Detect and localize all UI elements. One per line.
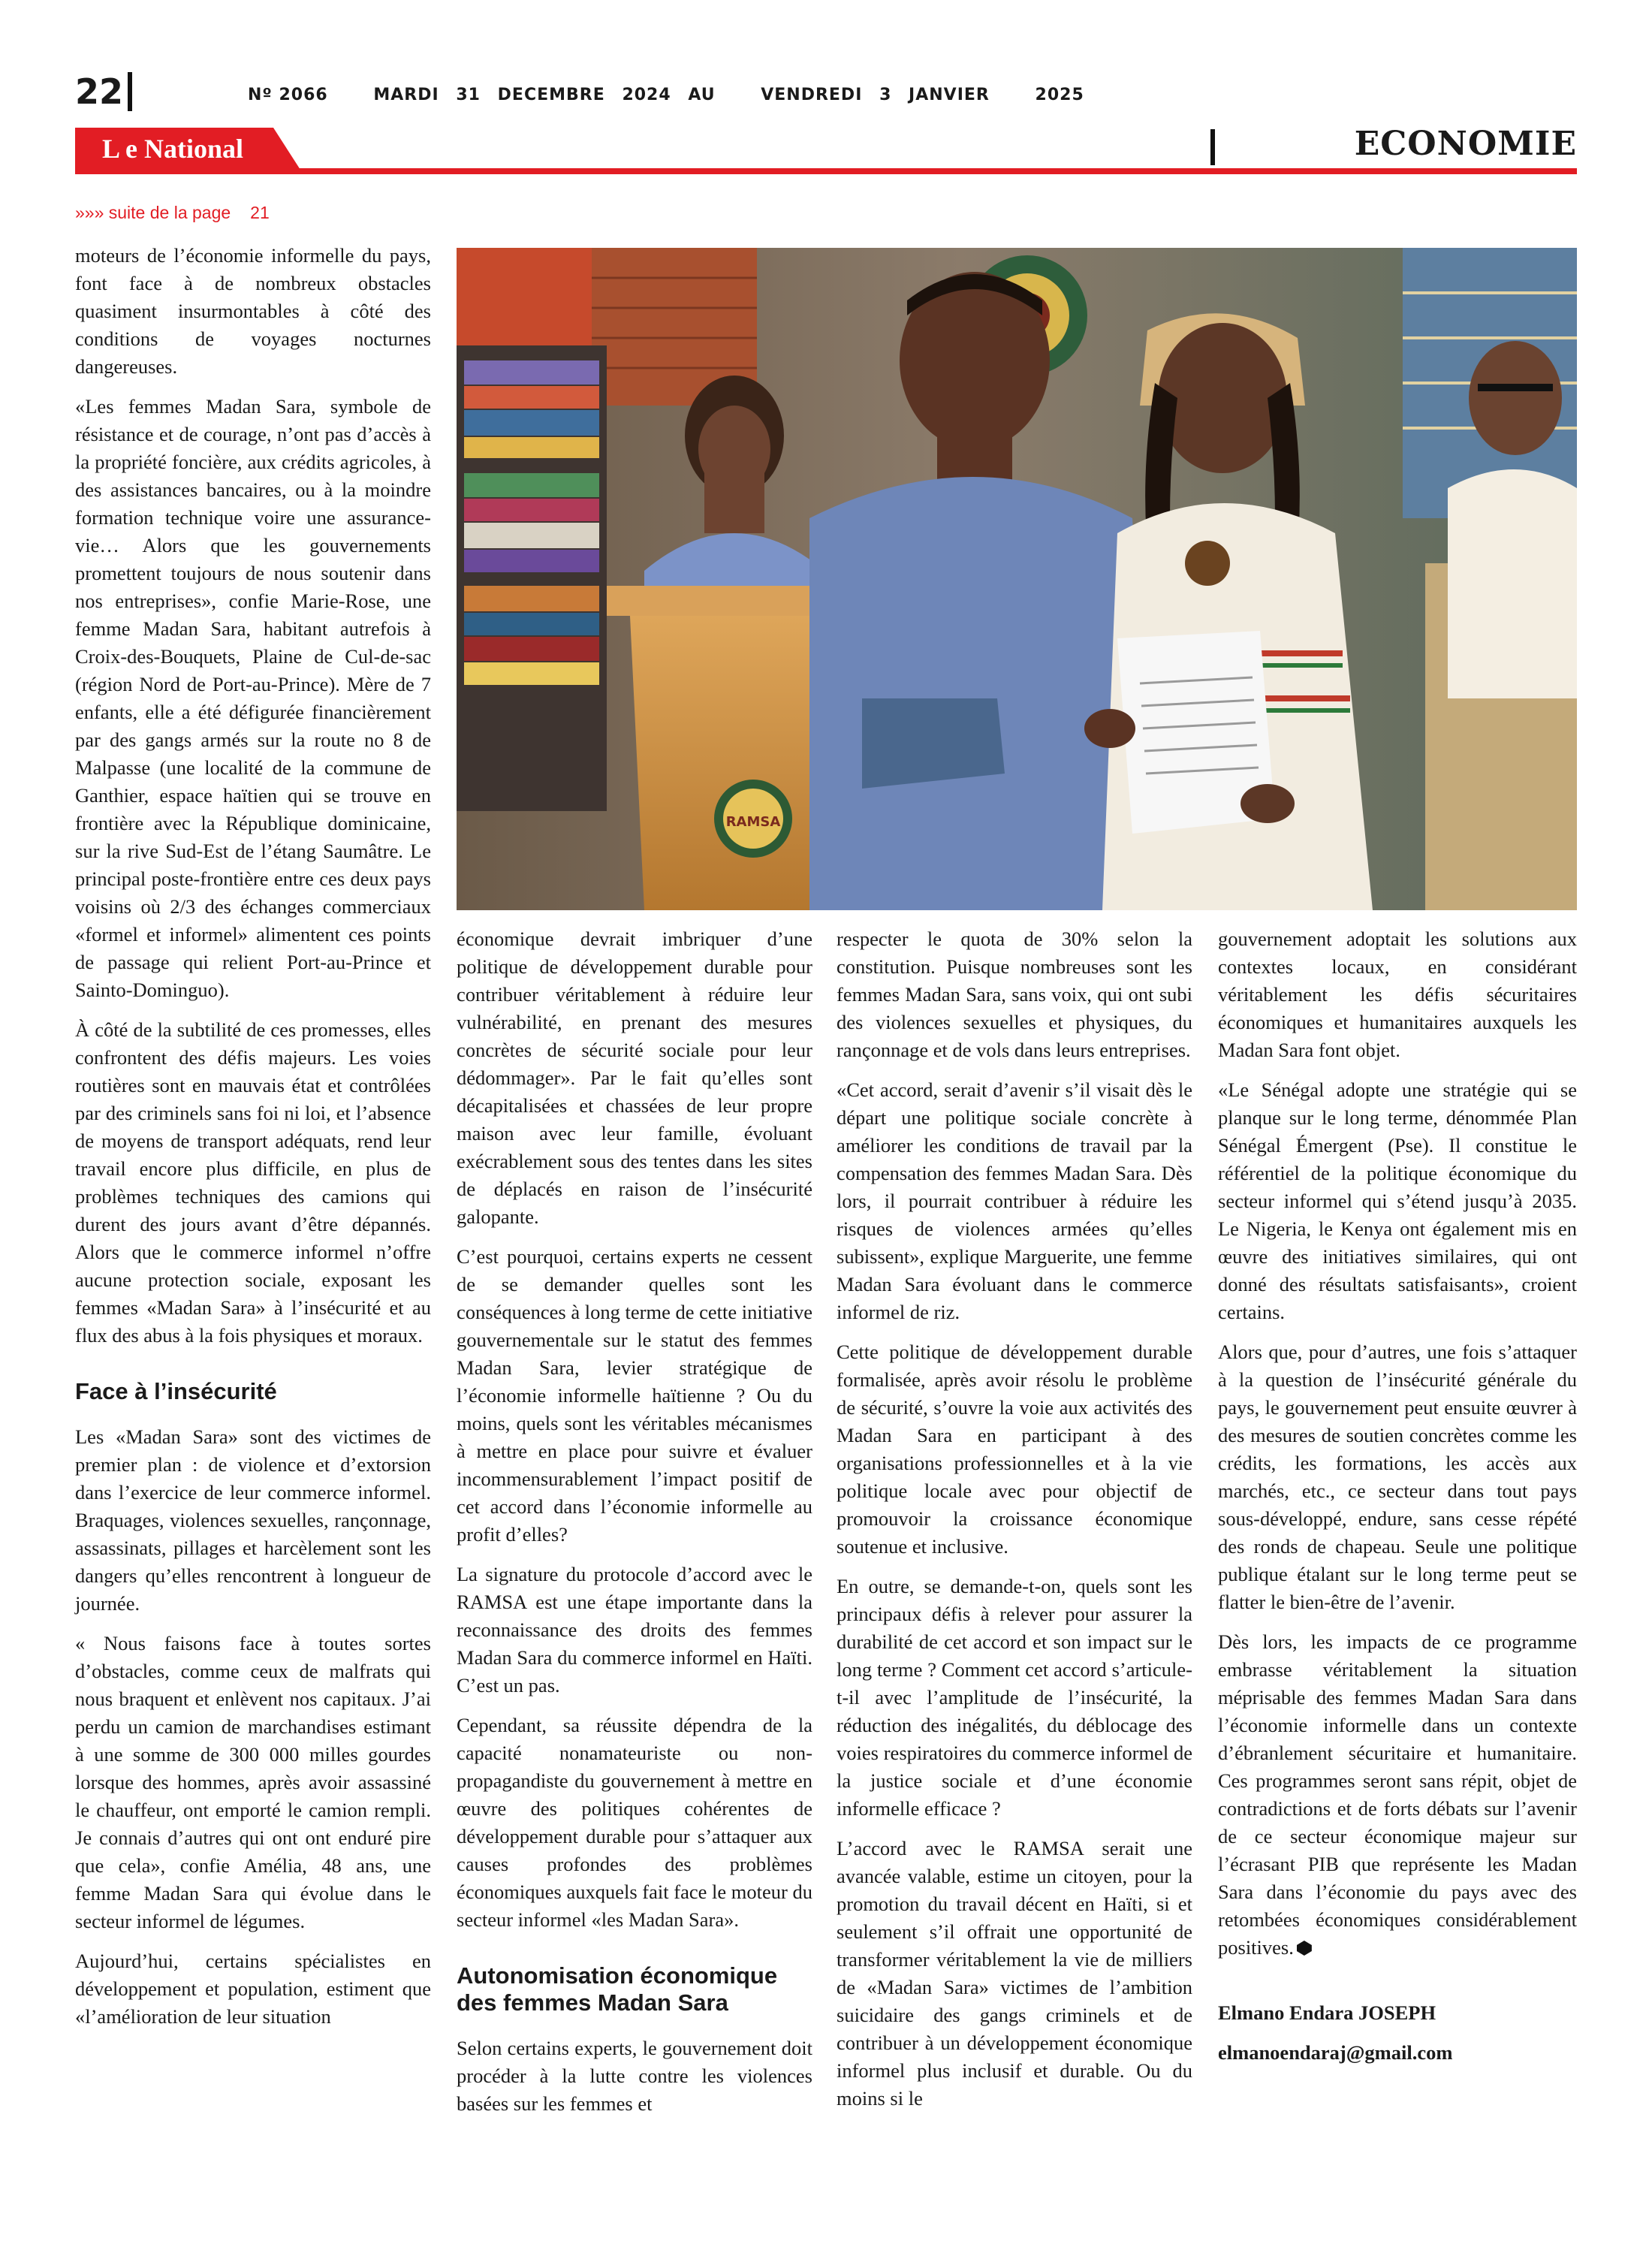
author-email[interactable]: elmanoendaraj@gmail.com [1218, 2041, 1453, 2064]
paragraph: «Cet accord, serait d’avenir s’il visait dès le départ une politique sociale concrète à améliorer les conditions de travail par la compensation des femmes Madan Sara. Dès lors, il pourrait contribuer à réduire les risques de violences armées qu’elles subissent», explique Marguerite, une femme Madan Sara évoluant dans le commerce informel de riz. [837, 1078, 1192, 1323]
article-column-2 [457, 925, 812, 2130]
paragraph: respecter le quota de 30% selon la constitution. Puisque nombreuses sont les femmes Madan Sara, sans voix, qui ont subi des violences sexuelles et physiques, du rançonnage et de vols dans leurs entreprises. [837, 927, 1192, 1061]
paragraph: Aujourd’hui, certains spécialistes en développement et population, estiment que «l’amélioration de leur situation [75, 1950, 431, 2028]
paragraph: Alors que, pour d’autres, une fois s’attaquer à la question de l’insécurité générale du pays, le gouvernement peut ensuite œuvrer à des mesures de soutien concrètes comme les crédits, les formations, les accès aux marchés, etc., ce secteur dans tout pays sous-développé, endure, sans cesse répété des ronds de chapeau. Seule une politique publique étalant sur le long terme peut se flatter le bien-être de l’avenir. [1218, 1341, 1577, 1613]
date-word: 2025 [1035, 86, 1084, 104]
date-word: 3 [879, 86, 892, 104]
issue-date-line [248, 86, 1095, 104]
paragraph: gouvernement adoptait les solutions aux contextes locaux, en considérant véritablement les défis sécuritaires économiques et humanitaires auxquels les Madan Sara font objet. [1218, 927, 1577, 1061]
paragraph: économique devrait imbriquer d’une politique de développement durable pour contribuer véritablement à réduire leur vulnérabilité, en prenant des mesures concrètes de sécurité sociale pour leur dédommager». Par le fait qu’elles sont décapitalisées et chassées de leur propre maison avec leur famille, évoluant exécrablement sous des tentes dans les sites de déplacés en raison de l’insécurité galopante. [457, 927, 812, 1228]
paragraph: Les «Madan Sara» sont des victimes de premier plan : de violence et d’extorsion dans l’exercice de leur commerce informel. Braquages, violences sexuelles, rançonnage, assassinats, pillages et harcèlement sont les dangers qu’elles rencontrent à longueur de journée. [75, 1425, 431, 1615]
date-word: JANVIER [909, 86, 990, 104]
article-column-3 [837, 925, 1192, 2125]
paragraph: L’accord avec le RAMSA serait une avancée valable, estime un citoyen, pour la promotion du travail décent en Haïti, si et seulement s’il offrait une opportunité de transformer véritablement la vie de milliers de «Madan Sara» victimes de l’ambition suicidaire des gangs criminels et de contribuer à un développement économique informel plus inclusif et durable. Ou du moins si le [837, 1837, 1192, 2110]
header-rule [75, 168, 1577, 174]
paragraph: « Nous faisons face à toutes sortes d’obstacles, comme ceux de malfrats qui nous braquent et enlèvent nos capitaux. J’ai perdu un camion de marchandises estimant à une somme de 300 000 milles gourdes lorsque des hommes, après avoir assassiné le chauffeur, ont emporté le camion rempli. Je connais d’autres qui ont ont enduré pire que cela», confie Amélia, 48 ans, une femme Madan Sara qui évolue dans le secteur informel de légumes. [75, 1632, 431, 1932]
section-heading: Autonomisation économique des femmes Madan Sara [457, 1962, 778, 2016]
date-word: VENDREDI [761, 86, 863, 104]
paragraph: Cependant, sa réussite dépendra de la capacité nonamateuriste ou non-propagandiste du gouvernement à mettre en œuvre des politiques cohérentes de développement durable pour s’attaquer aux causes profondes des problèmes économiques auxquels fait face le moteur du secteur informel «les Madan Sara». [457, 1714, 812, 1931]
paragraph: Selon certains experts, le gouvernement doit procéder à la lutte contre les violences basées sur les femmes et [457, 2037, 812, 2115]
article-photo [457, 248, 1577, 910]
page-header [0, 0, 1652, 188]
issue-number: Nº 2066 [248, 86, 328, 104]
date-word: MARDI [373, 86, 439, 104]
section-divider [1210, 129, 1215, 165]
header-divider [128, 72, 132, 111]
paragraph: La signature du protocole d’accord avec le RAMSA est une étape importante dans la reconnaissance des droits des femmes Madan Sara du commerce informel en Haïti. C’est un pas. [457, 1563, 812, 1697]
continued-from [75, 203, 270, 223]
paragraph: moteurs de l’économie informelle du pays, font face à de nombreux obstacles quasiment insurmontables à côté des conditions de voyages nocturnes dangereuses. [75, 244, 431, 378]
section-heading: Face à l’insécurité [75, 1378, 277, 1404]
podium-badge-text: RAMSA [725, 814, 781, 830]
end-mark-icon [1297, 1941, 1312, 1956]
continued-label: »»» suite de la page [75, 203, 231, 222]
paragraph: Cette politique de développement durable formalisée, après avoir résolu le problème de sécurité, s’ouvre la voie aux activités des Madan Sara en participant à des organisations professionnelles et à la vie politique locale avec pour objectif de promouvoir la croissance économique soutenue et inclusive. [837, 1341, 1192, 1558]
continued-page: 21 [250, 203, 270, 222]
date-word: DECEMBRE [497, 86, 605, 104]
paragraph: En outre, se demande-t-on, quels sont les principaux défis à relever pour assurer la durabilité de cet accord et son impact sur le long terme ? Comment cet accord s’articule-t-il avec l’amplitude de l’insécurité, la réduction des inégalités, du déblocage des voies respiratoires du commerce informel de la justice sociale et d’une économie informelle efficace ? [837, 1575, 1192, 1820]
section-name: ECONOMIE [1354, 125, 1577, 163]
page-number: 22 [75, 71, 124, 112]
paragraph: À côté de la subtilité de ces promesses, elles confrontent des défis majeurs. Les voies routières sont en mauvais état et contrôlées par des criminels sans foi ni loi, et l’absence de moyens de transport adéquats, rend leur travail encore plus difficile, en plus de problèmes techniques des camions qui durent des jours avant d’être dépannés. Alors que le commerce informel n’offre aucune protection sociale, exposant les femmes «Madan Sara» à l’insécurité et au flux des abus à la fois physiques et moraux. [75, 1018, 431, 1347]
paragraph: C’est pourquoi, certains experts ne cessent de se demander quelles sont les conséquences à long terme de cette initiative gouvernementale sur le statut des femmes Madan Sara, levier stratégique de l’économie informelle haïtienne ? Ou du moins, quels sont les véritables mécanismes à mettre en place pour suivre et évaluer incommensurablement l’impact positif de cet accord dans l’économie informelle au profit d’elles? [457, 1245, 812, 1546]
paragraph: «Le Sénégal adopte une stratégie qui se planque sur le long terme, dénommée Plan Sénégal Émergent (Pse). Il constitue le référentiel de la politique économique du secteur informel qui s’étend jusqu’à 2035. Le Nigeria, le Kenya ont également mis en œuvre des initiatives similaires, qui ont donné des résultats satisfaisants», croient certains. [1218, 1078, 1577, 1323]
paragraph: «Les femmes Madan Sara, symbole de résistance et de courage, n’ont pas d’accès à la propriété foncière, aux crédits agricoles, à des assistances bancaires, ou à la moindre formation technique voire une assurance-vie… Alors que les gouvernements promettent toujours de nous soutenir dans nos entreprises», confie Marie-Rose, une femme Madan Sara, habitant autrefois à Croix-des-Bouquets, Plaine de Cul-de-sac (région Nord de Port-au-Prince). Mère de 7 enfants, elle a été défigurée financièrement par des gangs armés sur la route no 8 de Malpasse (une localité de la commune de Ganthier, espace haïtien qui se trouve en frontière avec la République dominicaine, sur la rive Sud-Est de l’étang Saumâtre. Le principal poste-frontière entre ces deux pays voisins où 2/3 des échanges commerciaux «formel et informel» alimentent ces points de passage qui relient Port-au-Prince et Sainto-Dominguo). [75, 395, 431, 1001]
article-column-4 [1218, 925, 1577, 2079]
author-name: Elmano Endara JOSEPH [1218, 2001, 1436, 2024]
article-column-1 [75, 242, 431, 2043]
final-paragraph [1218, 1628, 1577, 1962]
date-word: AU [688, 86, 716, 104]
publication-name: L e National [102, 134, 244, 164]
date-word: 2024 [622, 86, 671, 104]
final-paragraph-text: Dès lors, les impacts de ce programme embrasse véritablement la situation méprisable des femmes Madan Sara dans l’économie informelle dans un contexte d’ébranlement sécuritaire et humanitaire. Ces programmes seront sans répit, objet de contradictions et de forts débats sur l’avenir de ce secteur économique majeur sur l’écrasant PIB que représente les Madan Sara dans l’économie du pays avec des retombées économiques considérablement positives. [1218, 1630, 1577, 1959]
date-word: 31 [456, 86, 481, 104]
